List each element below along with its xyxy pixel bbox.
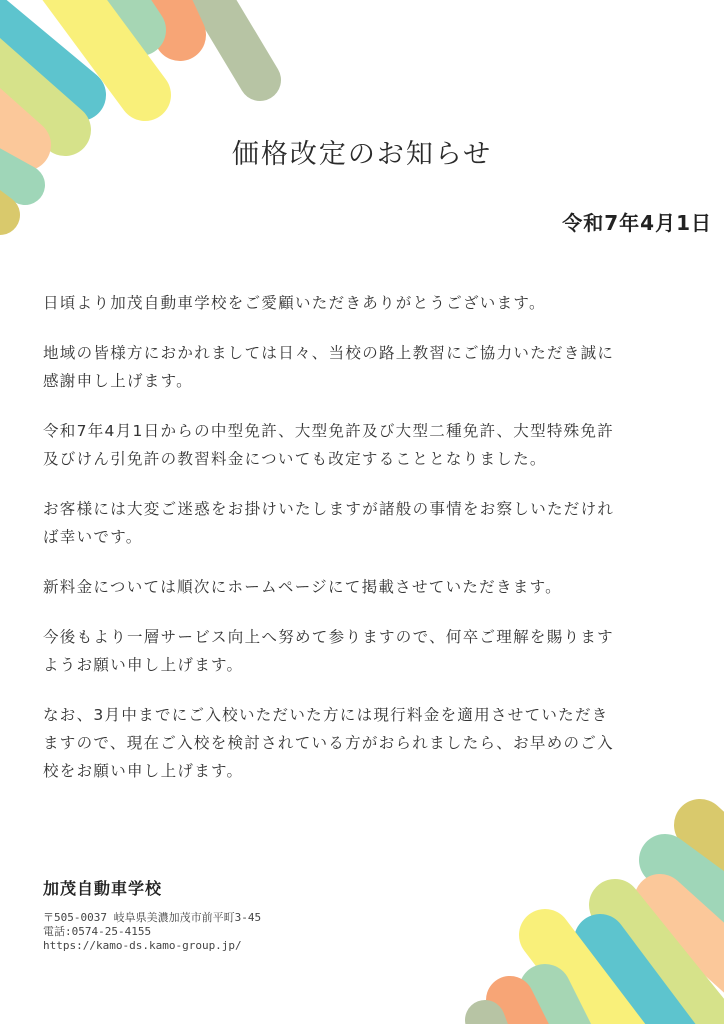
paragraph [43, 701, 683, 785]
page-title: 価格改定のお知らせ [231, 139, 493, 170]
paragraph-line: 今後もより一層サービス向上へ努めて参りますので、何卒ご理解を賜ります [43, 628, 614, 646]
address: 〒505-0037 岐阜県美濃加茂市前平町3-45 [43, 911, 262, 924]
paragraph-line: 校をお願い申し上げます。 [43, 762, 244, 780]
paragraph-line: お客様には大変ご迷惑をお掛けいたしますが諸般の事情をお察しいただけれ [43, 500, 615, 518]
paragraph [43, 339, 683, 395]
paragraph [43, 417, 683, 473]
notice-date: 令和7年4月1日 [562, 211, 712, 235]
phone-number: 電話:0574-25-4155 [43, 925, 152, 938]
footer [43, 876, 261, 953]
paragraph-line: ようお願い申し上げます。 [43, 656, 244, 674]
paragraph-line: なお、3月中までにご入校いただいた方には現行料金を適用させていただき [43, 706, 609, 724]
paragraph [43, 623, 683, 679]
paragraph-line: 日頃より加茂自動車学校をご愛顧いただきありがとうございます。 [43, 294, 546, 312]
paragraph [43, 573, 683, 601]
paragraph-line: 及びけん引免許の教習料金についても改定することとなりました。 [43, 450, 547, 468]
paragraph-line: 地域の皆様方におかれましては日々、当校の路上教習にご協力いただき誠に [43, 344, 615, 362]
paragraph [43, 289, 683, 317]
paragraph-line: ますので、現在ご入校を検討されている方がおられましたら、お早めのご入 [43, 734, 614, 752]
paragraph-line: ば幸いです。 [43, 528, 143, 546]
website-url: https://kamo-ds.kamo-group.jp/ [43, 939, 242, 952]
paragraph [43, 495, 683, 551]
contact-block [43, 911, 261, 953]
notice-body [43, 289, 683, 807]
paragraph-line: 令和7年4月1日からの中型免許、大型免許及び大型二種免許、大型特殊免許 [43, 422, 615, 440]
paragraph-line: 感謝申し上げます。 [43, 372, 193, 390]
paragraph-line: 新料金については順次にホームページにて掲載させていただきます。 [43, 578, 562, 596]
school-name: 加茂自動車学校 [43, 879, 163, 898]
